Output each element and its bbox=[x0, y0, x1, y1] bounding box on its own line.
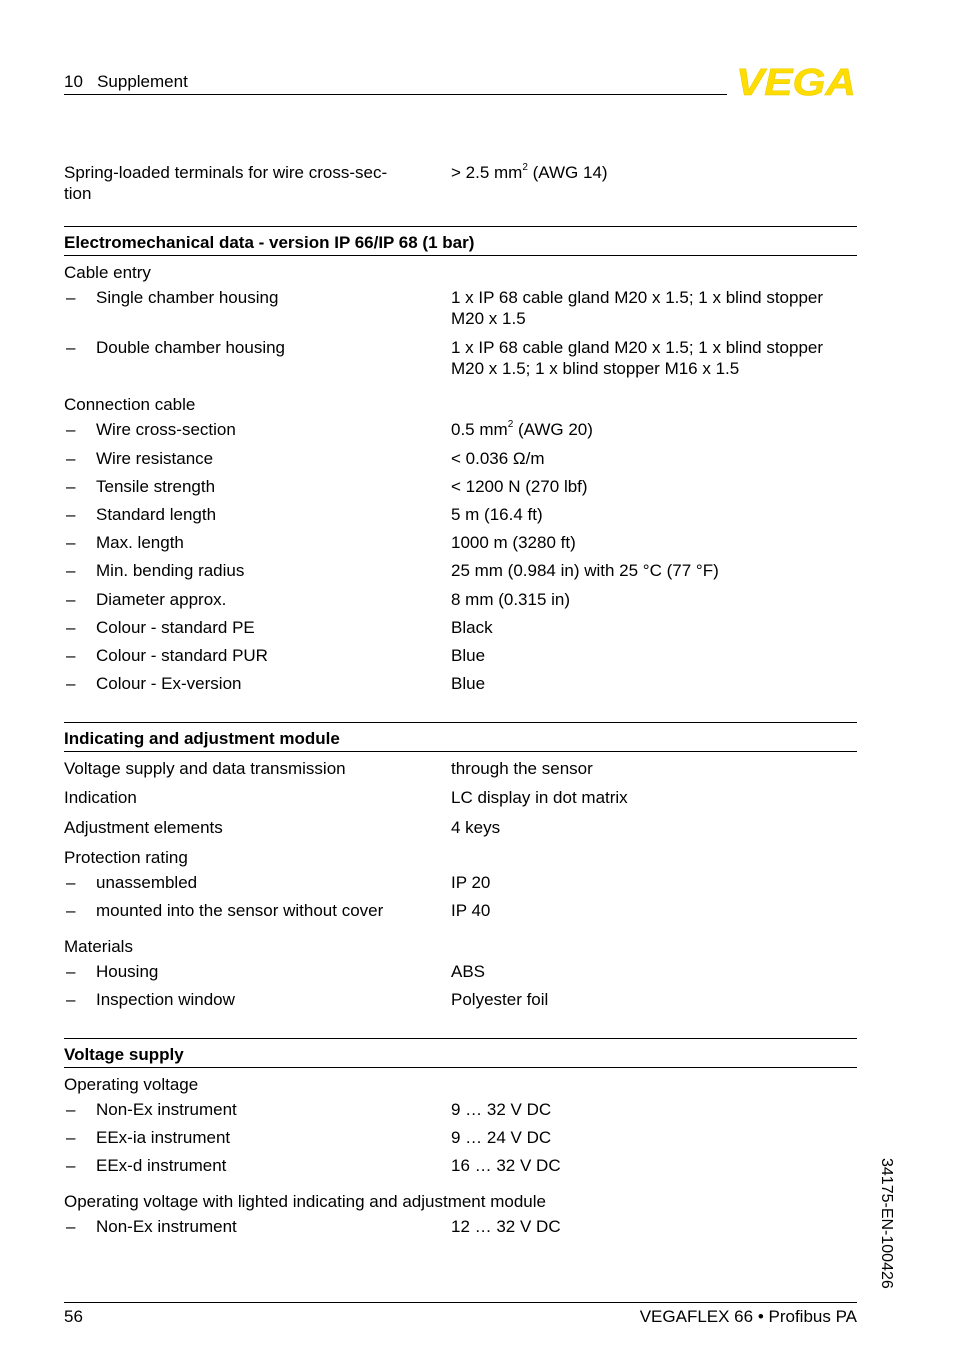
double-chamber-value-1: 1 x IP 68 cable gland M20 x 1.5; 1 x blind stopper bbox=[451, 338, 824, 357]
spec-row-value: Blue bbox=[451, 646, 486, 665]
operating-voltage-label: Operating voltage bbox=[64, 1075, 199, 1094]
eexd-label: EEx-d instrument bbox=[96, 1156, 227, 1175]
adjustment-value: 4 keys bbox=[451, 818, 501, 837]
header-rule bbox=[64, 94, 727, 95]
nonex-label: Non-Ex instrument bbox=[96, 1100, 237, 1119]
section-rule-bottom bbox=[64, 255, 857, 256]
housing-value: ABS bbox=[451, 962, 486, 981]
eexd-value: 16 … 32 V DC bbox=[451, 1156, 561, 1175]
list-dash: – bbox=[66, 533, 76, 552]
page-number: 56 bbox=[64, 1307, 83, 1326]
indicating-heading: Indicating and adjustment module bbox=[64, 729, 340, 748]
spec-row-label: Tensile strength bbox=[96, 477, 216, 496]
spec-row-value: Blue bbox=[451, 674, 486, 693]
spec-row-value: 1000 m (3280 ft) bbox=[451, 533, 576, 552]
spec-row-label: Max. length bbox=[96, 533, 184, 552]
indication-label: Indication bbox=[64, 788, 137, 807]
terminals-label-line2: tion bbox=[64, 184, 92, 203]
wire-cross-section-value: 0.5 $mm^2$ (AWG 20) bbox=[451, 419, 593, 439]
list-dash: – bbox=[66, 449, 76, 468]
operating-voltage-lighted-label: Operating voltage with lighted indicating and adjustment module bbox=[64, 1192, 546, 1211]
list-dash: – bbox=[66, 1156, 76, 1175]
unassembled-value: IP 20 bbox=[451, 873, 491, 892]
connection-cable-label: Connection cable bbox=[64, 395, 196, 414]
spec-row-label: Min. bending radius bbox=[96, 561, 245, 580]
spec-row-value: < 1200 N (270 lbf) bbox=[451, 477, 588, 496]
list-dash: – bbox=[66, 674, 76, 693]
spec-row-label: Colour - Ex-version bbox=[96, 674, 242, 693]
list-dash: – bbox=[66, 618, 76, 637]
eexia-value: 9 … 24 V DC bbox=[451, 1128, 552, 1147]
voltage-data-value: through the sensor bbox=[451, 759, 593, 778]
single-chamber-value-1: 1 x IP 68 cable gland M20 x 1.5; 1 x blind stopper bbox=[451, 288, 824, 307]
list-dash: – bbox=[66, 561, 76, 580]
terminals-label-line1: Spring-loaded terminals for wire cross-sec- bbox=[64, 163, 388, 182]
single-chamber-value-2: M20 x 1.5 bbox=[451, 309, 526, 328]
list-dash: – bbox=[66, 646, 76, 665]
spec-row-value: 25 mm (0.984 in) with 25 °C (77 °F) bbox=[451, 561, 719, 580]
mounted-value: IP 40 bbox=[451, 901, 491, 920]
nonex-lighted-label: Non-Ex instrument bbox=[96, 1217, 237, 1236]
spec-row-label: Standard length bbox=[96, 505, 217, 524]
list-dash: – bbox=[66, 1128, 76, 1147]
materials-label: Materials bbox=[64, 937, 133, 956]
double-chamber-label: Double chamber housing bbox=[96, 338, 286, 357]
list-dash: – bbox=[66, 1217, 76, 1236]
section-rule-top bbox=[64, 226, 857, 227]
spec-row-value: 5 m (16.4 ft) bbox=[451, 505, 543, 524]
list-dash: – bbox=[66, 901, 76, 920]
section-title: 10 Supplement bbox=[64, 72, 188, 91]
single-chamber-label: Single chamber housing bbox=[96, 288, 279, 307]
list-dash: – bbox=[66, 962, 76, 981]
list-dash: – bbox=[66, 288, 76, 307]
protection-label: Protection rating bbox=[64, 848, 188, 867]
section-rule-top bbox=[64, 722, 857, 723]
list-dash: – bbox=[66, 590, 76, 609]
document-id: 34175-EN-100426 bbox=[878, 1158, 895, 1289]
window-label: Inspection window bbox=[96, 990, 235, 1009]
list-dash: – bbox=[66, 338, 76, 357]
product-name: VEGAFLEX 66 • Profibus PA bbox=[639, 1307, 857, 1326]
spec-row-value: < 0.036 Ω/m bbox=[451, 449, 545, 468]
cable-entry-label: Cable entry bbox=[64, 263, 151, 282]
unassembled-label: unassembled bbox=[96, 873, 198, 892]
vega-logo-text: VEGA bbox=[736, 64, 856, 98]
spec-row-label: Colour - standard PUR bbox=[96, 646, 268, 665]
list-dash: – bbox=[66, 505, 76, 524]
vega-logo-graphic bbox=[735, 64, 857, 98]
spec-row-label: Wire resistance bbox=[96, 449, 214, 468]
double-chamber-value-2: M20 x 1.5; 1 x blind stopper M16 x 1.5 bbox=[451, 359, 740, 378]
nonex-lighted-value: 12 … 32 V DC bbox=[451, 1217, 561, 1236]
housing-label: Housing bbox=[96, 962, 159, 981]
spec-row-label: Diameter approx. bbox=[96, 590, 227, 609]
adjustment-label: Adjustment elements bbox=[64, 818, 223, 837]
list-dash: – bbox=[66, 420, 76, 439]
window-value: Polyester foil bbox=[451, 990, 549, 1009]
footer-rule bbox=[64, 1302, 857, 1303]
spec-row-value: 8 mm (0.315 in) bbox=[451, 590, 571, 609]
list-dash: – bbox=[66, 1100, 76, 1119]
spec-row-value: Black bbox=[451, 618, 493, 637]
wire-cross-section-label: Wire cross-section bbox=[96, 420, 236, 439]
section-rule-bottom bbox=[64, 751, 857, 752]
mounted-label: mounted into the sensor without cover bbox=[96, 901, 384, 920]
voltage-data-label: Voltage supply and data transmission bbox=[64, 759, 346, 778]
section-rule-bottom bbox=[64, 1067, 857, 1068]
section-rule-top bbox=[64, 1038, 857, 1039]
eexia-label: EEx-ia instrument bbox=[96, 1128, 231, 1147]
list-dash: – bbox=[66, 477, 76, 496]
vega-logo bbox=[735, 64, 857, 98]
voltage-heading: Voltage supply bbox=[64, 1045, 184, 1064]
electromech-heading: Electromechanical data - version IP 66/IP 68 (1 bar) bbox=[64, 233, 475, 252]
spec-row-label: Colour - standard PE bbox=[96, 618, 255, 637]
terminals-value: > 2.5 $mm^2$ (AWG 14) bbox=[451, 162, 608, 182]
list-dash: – bbox=[66, 990, 76, 1009]
indication-value: LC display in dot matrix bbox=[451, 788, 628, 807]
list-dash: – bbox=[66, 873, 76, 892]
nonex-value: 9 … 32 V DC bbox=[451, 1100, 552, 1119]
